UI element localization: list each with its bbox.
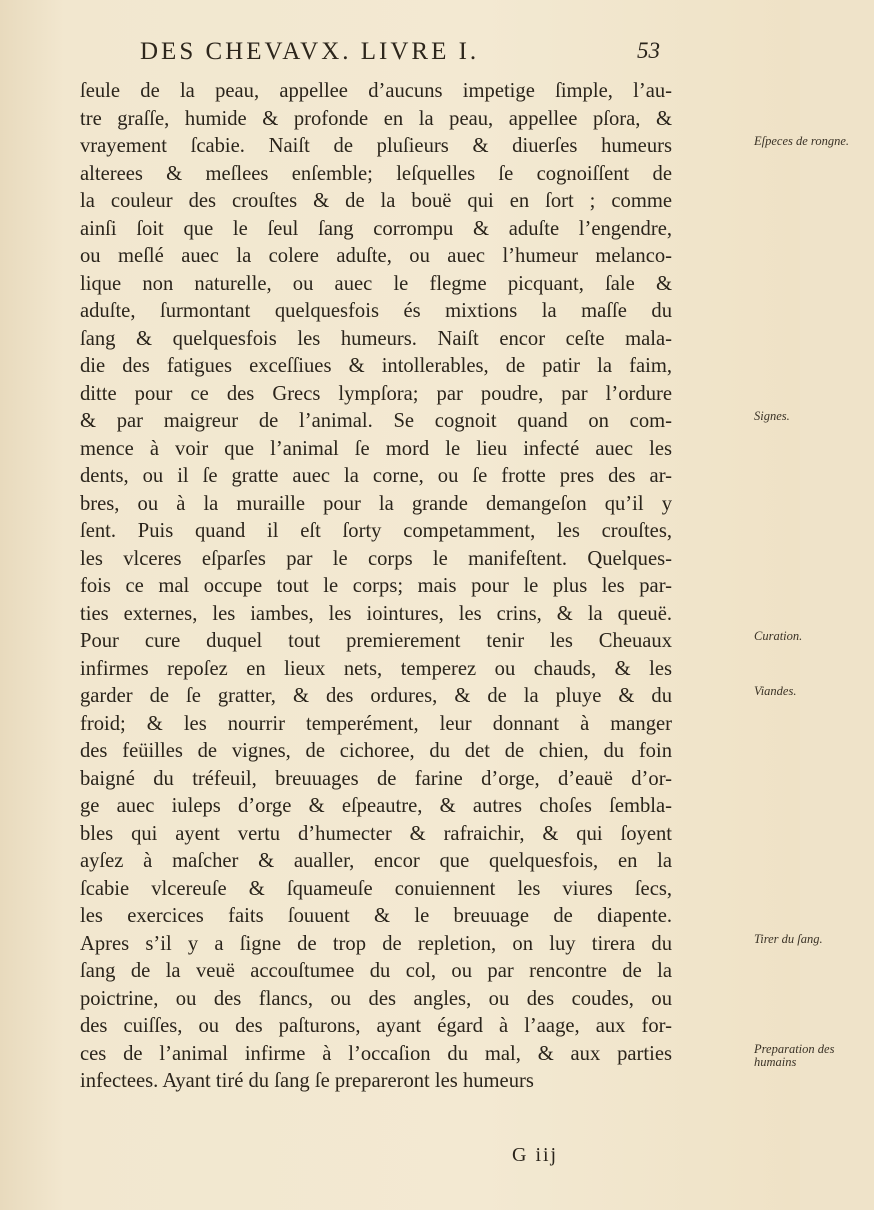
text-line: ſeule de la peau, appellee d’aucuns impetige ſimple, l’au- bbox=[80, 80, 672, 102]
margin-note: Viandes. bbox=[754, 684, 797, 698]
text-line: & par maigreur de l’animal. Se cognoit quand on com- bbox=[80, 410, 672, 432]
text-line: ditte pour ce des Grecs lympſora; par poudre, par l’ordure bbox=[80, 382, 672, 405]
text-line: bles qui ayent vertu d’humecter & rafraichir, & qui ſoyent bbox=[80, 822, 672, 845]
text-lines bbox=[80, 78, 672, 1096]
text-line: poictrine, ou des flancs, ou des angles, ou des coudes, ou bbox=[80, 987, 672, 1010]
text-line: la couleur des crouſtes & de la bouë qui en ſort ; comme bbox=[80, 190, 672, 212]
text-line: Pour cure duquel tout premierement tenir les Cheuaux bbox=[80, 630, 672, 652]
signature-mark: G iij bbox=[512, 1144, 559, 1166]
text-line: des cuiſſes, ou des paſturons, ayant égard à l’aage, aux for- bbox=[80, 1015, 672, 1037]
text-line: fois ce mal occupe tout le corps; mais pour le plus les par- bbox=[80, 575, 672, 597]
text-line: ayſez à maſcher & aualler, encor que quelquesfois, en la bbox=[80, 850, 672, 872]
text-line: baigné du tréfeuil, breuuages de farine d’orge, d’eauë d’or- bbox=[80, 767, 672, 790]
page-number: 53 bbox=[637, 38, 660, 63]
text-line: lique non naturelle, ou auec le flegme picquant, ſale & bbox=[80, 272, 672, 295]
text-line: vrayement ſcabie. Naiſt de pluſieurs & diuerſes humeurs bbox=[80, 135, 672, 157]
text-line: ties externes, les iambes, les iointures, les crins, & la queuë. bbox=[80, 602, 672, 625]
text-line: ſcabie vlcereuſe & ſquameuſe conuiennent les viures ſecs, bbox=[80, 877, 672, 900]
page-header bbox=[140, 38, 660, 78]
margin-note: Signes. bbox=[754, 409, 790, 423]
text-line: mence à voir que l’animal ſe mord le lieu infecté auec les bbox=[80, 437, 672, 460]
text-line: ou meſlé auec la colere aduſte, ou auec l’humeur melanco- bbox=[80, 245, 672, 267]
text-line: ſang de la veuë accouſtumee du col, ou par rencontre de la bbox=[80, 960, 672, 982]
text-line: aduſte, ſurmontant quelquesfois és mixtions la maſſe du bbox=[80, 300, 672, 322]
text-line: les vlceres eſparſes par le corps le manifeſtent. Quelques- bbox=[80, 547, 672, 570]
text-line: Apres s’il y a ſigne de trop de repletion, on luy tirera du bbox=[80, 932, 672, 955]
margin-note: Tirer du ſang. bbox=[754, 931, 823, 946]
text-line: ces de l’animal infirme à l’occaſion du mal, & aux parties bbox=[80, 1042, 672, 1065]
text-line: tre graſſe, humide & profonde en la peau, appellee pſora, & bbox=[80, 107, 672, 130]
text-line: froid; & les nourrir temperément, leur donnant à manger bbox=[80, 712, 672, 735]
text-line: ainſi ſoit que le ſeul ſang corrompu & aduſte l’engendre, bbox=[80, 217, 672, 240]
text-line: dents, ou il ſe gratte auec la corne, ou ſe frotte pres des ar- bbox=[80, 465, 672, 487]
text-line: ge auec iuleps d’orge & eſpeautre, & autres choſes ſembla- bbox=[80, 795, 672, 817]
text-line: garder de ſe gratter, & des ordures, & de la pluye & du bbox=[80, 685, 672, 707]
text-line: alterees & meſlees enſemble; leſquelles ſe cognoiſſent de bbox=[80, 162, 672, 185]
margin-note: Eſpeces de rongne. bbox=[754, 134, 849, 148]
text-line: des feüilles de vignes, de cichoree, du det de chien, du foin bbox=[80, 740, 672, 762]
text-line: die des fatigues exceſſiues & intollerables, de patir la faim, bbox=[80, 355, 672, 377]
text-body bbox=[80, 78, 849, 1096]
text-line: ſang & quelquesfois les humeurs. Naiſt encor ceſte mala- bbox=[80, 327, 672, 350]
margin-note: Preparation des humains bbox=[754, 1041, 835, 1069]
text-line: les exercices faits ſouuent & le breuuage de diapente. bbox=[80, 905, 672, 927]
text-line: ſent. Puis quand il eſt ſorty competamment, les crouſtes, bbox=[80, 520, 672, 542]
text-line: infectees. Ayant tiré du ſang ſe prepareront les humeurs bbox=[80, 1070, 534, 1092]
margin-note: Curation. bbox=[754, 629, 803, 643]
text-line: bres, ou à la muraille pour la grande demangeſon qu’il y bbox=[80, 492, 672, 515]
running-title: DES CHEVAVX. LIVRE I. bbox=[140, 38, 480, 65]
text-line: infirmes repoſez en lieux nets, temperez ou chauds, & les bbox=[80, 657, 672, 680]
